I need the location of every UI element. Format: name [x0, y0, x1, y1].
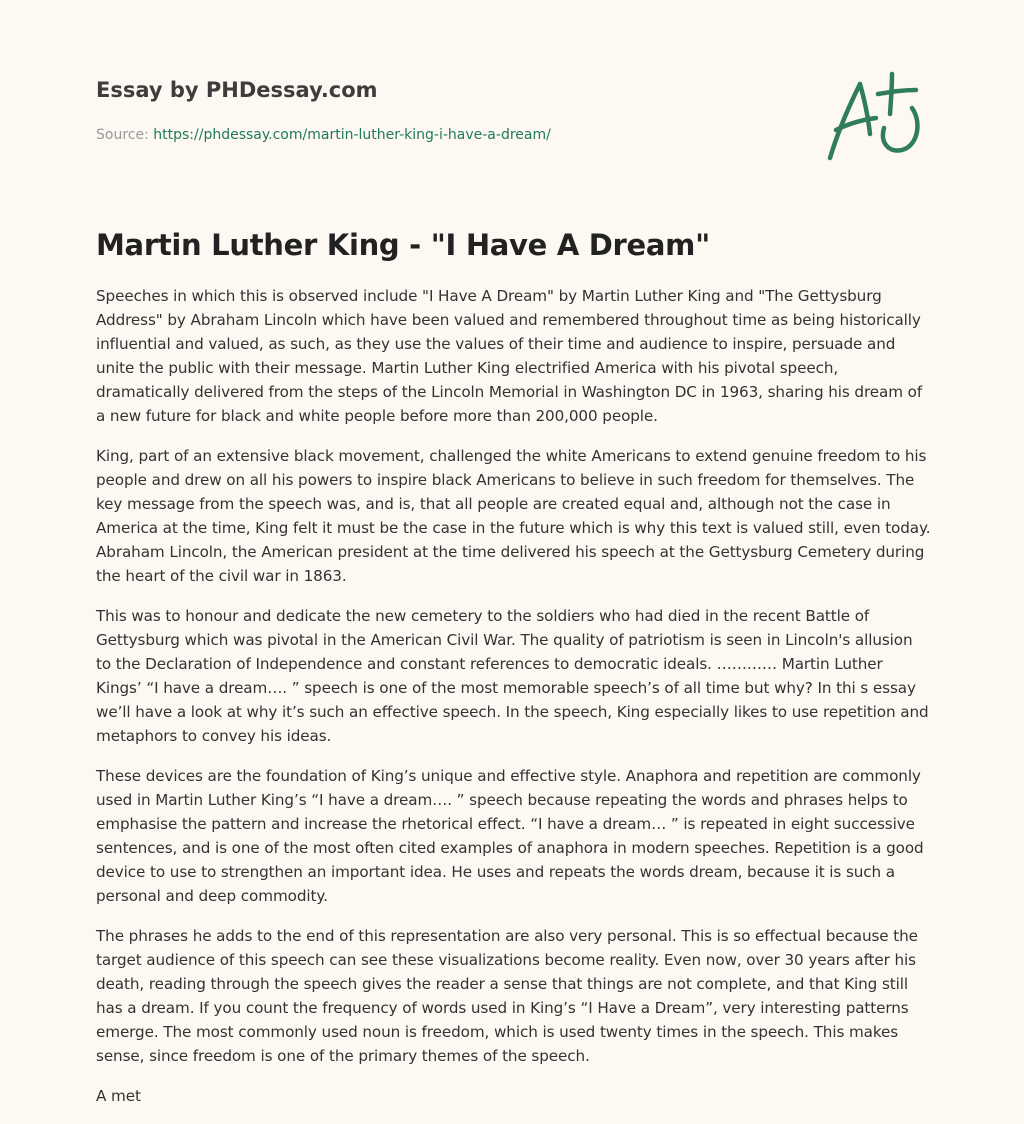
a-plus-grade-icon — [822, 68, 926, 164]
essay-paragraph: The phrases he adds to the end of this representation are also very personal. This is so effectual because the target audience of this speech can see these visualizations become reality. Even now, over 30 years after his death, reading through the speech gives the reader a sense that things are not complete, and that King still has a dream. If you count the frequency of words used in King’s “I Have a Dream”, very interesting patterns emerge. The most commonly used noun is freedom, which is used twenty times in the speech. This makes sense, since freedom is one of the primary themes of the speech. — [96, 927, 918, 1065]
essay-body — [96, 284, 932, 1124]
source-line — [96, 125, 796, 145]
brand-name: Essay by PHDessay.com — [96, 78, 378, 102]
site-header — [96, 76, 796, 145]
essay-paragraph: Speeches in which this is observed include "I Have A Dream" by Martin Luther King and "The Gettysburg Address" by Abraham Lincoln which have been valued and remembered throughout time as being historically influential and valued, as such, as they use the values of their time and audience to inspire, persuade and unite the public with their message. Martin Luther King electrified America with his pivotal speech, dramatically delivered from the steps of the Lincoln Memorial in Washington DC in 1963, sharing his dream of a new future for black and white people before more than 200,000 people. — [96, 287, 923, 425]
essay-paragraph: This was to honour and dedicate the new cemetery to the soldiers who had died in the recent Battle of Gettysburg which was pivotal in the American Civil War. The quality of patriotism is seen in Lincoln's allusion to the Declaration of Independence and constant references to democratic ideals. ………… Martin Luther Kings’ “I have a dream…. ” speech is one of the most memorable speech’s of all time but why? In thi s essay we’ll have a look at why it’s such an effective speech. In the speech, King especially likes to use repetition and metaphors to convey his ideas. — [96, 607, 929, 745]
source-label: Source: — [96, 127, 154, 143]
essay-paragraph-truncated: A met — [96, 1087, 141, 1105]
essay-title: Martin Luther King - "I Have A Dream" — [96, 228, 710, 262]
essay-paragraph: These devices are the foundation of King’s unique and effective style. Anaphora and repetition are commonly used in Martin Luther King’s “I have a dream…. ” speech because repeating the words and phrases helps to emphasise the pattern and increase the rhetorical effect. “I have a dream… ” is repeated in eight successive sentences, and is one of the most often cited examples of anaphora in modern speeches. Repetition is a good device to use to strengthen an important idea. He uses and repeats the words dream, because it is such a personal and deep commodity. — [96, 767, 924, 905]
source-link[interactable]: https://phdessay.com/martin-luther-king-i-have-a-dream/ — [153, 127, 551, 143]
essay-paragraph: King, part of an extensive black movement, challenged the white Americans to extend genuine freedom to his people and drew on all his powers to inspire black Americans to believe in such freedom for themselves. The key message from the speech was, and is, that all people are created equal and, although not the case in America at the time, King felt it must be the case in the future which is why this text is valued still, even today. Abraham Lincoln, the American president at the time delivered his speech at the Gettysburg Cemetery during the heart of the civil war in 1863. — [96, 447, 931, 585]
